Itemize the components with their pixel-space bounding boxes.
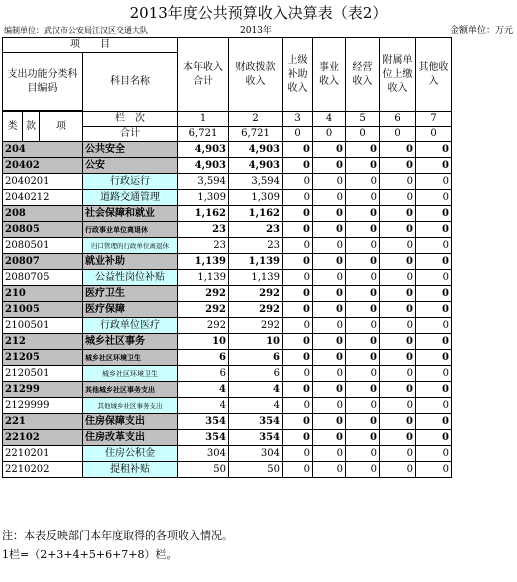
row-code: 2129999 [3,398,83,414]
table-row [3,286,452,302]
table-row [3,318,452,334]
row-value-col-5: 0 [346,414,380,430]
row-value-col-5: 0 [346,222,380,238]
row-value-col-6: 0 [380,190,416,206]
table-row [3,414,452,430]
row-value-col-4: 0 [313,222,346,238]
row-value-col-3: 0 [283,366,313,382]
row-value-col-5: 0 [346,174,380,190]
row-subject-name: 道路交通管理 [83,190,178,206]
report-title: 2013年度公共预算收入决算表（表2） [129,4,388,22]
header-col-4: 事业收入 [313,38,346,112]
row-value-col-7: 0 [416,174,452,190]
row-value-col-1: 4 [178,382,229,398]
row-subject-name: 行政事业单位离退休 [83,222,178,238]
row-value-col-4: 0 [313,206,346,222]
row-value-col-7: 0 [416,238,452,254]
row-code: 21205 [3,350,83,366]
row-value-col-6: 0 [380,414,416,430]
report-year: 2013年 [240,26,272,36]
row-value-col-4: 0 [313,382,346,398]
row-value-col-6: 0 [380,366,416,382]
row-value-col-1: 4,903 [178,142,229,158]
row-value-col-2: 10 [229,334,283,350]
row-value-col-4: 0 [313,462,346,478]
row-value-col-2: 1,309 [229,190,283,206]
row-subject-name: 公益性岗位补贴 [83,270,178,286]
row-code: 2080501 [3,238,83,254]
header-xiang: 项 [40,112,83,142]
row-value-col-2: 1,162 [229,206,283,222]
row-value-col-7: 0 [416,206,452,222]
row-subject-name: 其他城乡社区事务支出 [83,382,178,398]
row-value-col-2: 50 [229,462,283,478]
table-row [3,254,452,270]
total-cell: 0 [380,127,416,142]
row-value-col-2: 6 [229,366,283,382]
row-code: 212 [3,334,83,350]
row-value-col-5: 0 [346,318,380,334]
row-value-col-4: 0 [313,302,346,318]
row-subject-name: 就业补助 [83,254,178,270]
table-row [3,366,452,382]
row-value-col-1: 1,139 [178,270,229,286]
row-value-col-7: 0 [416,142,452,158]
row-value-col-2: 23 [229,238,283,254]
row-value-col-3: 0 [283,350,313,366]
row-subject-name: 城乡社区环境卫生 [83,350,178,366]
row-code: 2210202 [3,462,83,478]
row-value-col-2: 354 [229,430,283,446]
row-value-col-3: 0 [283,398,313,414]
row-value-col-5: 0 [346,270,380,286]
row-value-col-4: 0 [313,414,346,430]
row-value-col-1: 354 [178,414,229,430]
col-num-6: 6 [380,112,416,127]
row-value-col-4: 0 [313,334,346,350]
row-value-col-1: 4,903 [178,158,229,174]
row-value-col-4: 0 [313,254,346,270]
table-row [3,190,452,206]
header-col-1: 本年收入合计 [178,38,229,112]
row-value-col-1: 23 [178,222,229,238]
row-value-col-3: 0 [283,158,313,174]
row-code: 2210201 [3,446,83,462]
note-line-1: 注：本表反映部门本年度取得的各项收入情况。 [2,529,233,542]
row-code: 2040201 [3,174,83,190]
row-value-col-5: 0 [346,398,380,414]
header-col-6: 附属单位上缴收入 [380,38,416,112]
row-value-col-4: 0 [313,174,346,190]
col-num-7: 7 [416,112,452,127]
row-value-col-7: 0 [416,270,452,286]
row-value-col-5: 0 [346,158,380,174]
row-value-col-3: 0 [283,270,313,286]
table-row [3,174,452,190]
row-value-col-6: 0 [380,334,416,350]
row-value-col-5: 0 [346,206,380,222]
row-value-col-3: 0 [283,222,313,238]
row-value-col-6: 0 [380,142,416,158]
row-value-col-5: 0 [346,446,380,462]
row-value-col-4: 0 [313,238,346,254]
row-value-col-3: 0 [283,190,313,206]
row-subject-name: 医疗卫生 [83,286,178,302]
row-subject-name: 住房公积金 [83,446,178,462]
row-value-col-2: 4,903 [229,142,283,158]
col-num-2: 2 [229,112,283,127]
table-row [3,446,452,462]
row-value-col-6: 0 [380,398,416,414]
notes [2,526,233,564]
row-value-col-6: 0 [380,174,416,190]
table-row [3,430,452,446]
row-code: 208 [3,206,83,222]
row-value-col-7: 0 [416,446,452,462]
header-project: 项 目 [3,38,178,53]
row-value-col-7: 0 [416,350,452,366]
table-row [3,222,452,238]
row-value-col-5: 0 [346,286,380,302]
row-value-col-2: 292 [229,286,283,302]
col-num-5: 5 [346,112,380,127]
row-code: 210 [3,286,83,302]
total-label: 合计 [83,127,178,142]
row-value-col-5: 0 [346,382,380,398]
row-value-col-6: 0 [380,286,416,302]
row-value-col-4: 0 [313,286,346,302]
row-subject-name: 公共安全 [83,142,178,158]
col-num-1: 1 [178,112,229,127]
row-value-col-2: 4 [229,382,283,398]
row-value-col-1: 1,309 [178,190,229,206]
header-subject-name: 科目名称 [83,53,178,112]
row-value-col-1: 1,162 [178,206,229,222]
row-value-col-4: 0 [313,142,346,158]
row-code: 221 [3,414,83,430]
data-rows [3,142,452,478]
col-num-3: 3 [283,112,313,127]
header-col-2: 财政拨款收入 [229,38,283,112]
row-subject-name: 公安 [83,158,178,174]
row-code: 20805 [3,222,83,238]
row-value-col-7: 0 [416,302,452,318]
row-value-col-1: 6 [178,366,229,382]
row-value-col-1: 304 [178,446,229,462]
col-num-4: 4 [313,112,346,127]
row-value-col-5: 0 [346,238,380,254]
row-subject-name: 归口管理的行政单位离退休 [83,238,178,254]
row-value-col-7: 0 [416,318,452,334]
row-value-col-1: 292 [178,302,229,318]
row-subject-name: 住房保障支出 [83,414,178,430]
table-row [3,462,452,478]
row-value-col-4: 0 [313,158,346,174]
row-value-col-4: 0 [313,190,346,206]
row-value-col-4: 0 [313,446,346,462]
row-value-col-7: 0 [416,462,452,478]
total-cell: 0 [283,127,313,142]
row-value-col-2: 6 [229,350,283,366]
header-func-code: 支出功能分类科目编码 [3,53,83,111]
table-row [3,302,452,318]
row-value-col-1: 354 [178,430,229,446]
row-value-col-5: 0 [346,142,380,158]
row-value-col-6: 0 [380,254,416,270]
total-cell: 0 [346,127,380,142]
note-line-2: 1栏=（2+3+4+5+6+7+8）栏。 [2,548,178,561]
row-value-col-1: 50 [178,462,229,478]
row-value-col-1: 292 [178,286,229,302]
table-row [3,398,452,414]
preparing-unit: 编制单位：武汉市公安局江汉区交通大队 [4,26,148,35]
row-value-col-3: 0 [283,446,313,462]
row-value-col-1: 6 [178,350,229,366]
row-value-col-2: 292 [229,302,283,318]
row-value-col-1: 23 [178,238,229,254]
row-code: 22102 [3,430,83,446]
row-value-col-6: 0 [380,382,416,398]
table-row [3,334,452,350]
row-value-col-6: 0 [380,302,416,318]
header-col-7: 其他收入 [416,38,452,112]
row-value-col-5: 0 [346,334,380,350]
header-col-3: 上级补助收入 [283,38,313,112]
header-col-5: 经营收入 [346,38,380,112]
row-value-col-5: 0 [346,462,380,478]
row-code: 20807 [3,254,83,270]
row-value-col-3: 0 [283,286,313,302]
header-kuan: 款 [23,112,40,142]
table-row [3,270,452,286]
row-value-col-7: 0 [416,158,452,174]
row-value-col-7: 0 [416,382,452,398]
row-value-col-6: 0 [380,350,416,366]
header-lei: 类 [3,112,23,142]
row-value-col-6: 0 [380,270,416,286]
row-value-col-5: 0 [346,302,380,318]
row-value-col-5: 0 [346,350,380,366]
row-subject-name: 住房改革支出 [83,430,178,446]
row-value-col-3: 0 [283,462,313,478]
row-subject-name: 行政运行 [83,174,178,190]
total-cell: 6,721 [178,127,229,142]
row-subject-name: 社会保障和就业 [83,206,178,222]
row-value-col-7: 0 [416,222,452,238]
row-value-col-3: 0 [283,254,313,270]
row-value-col-7: 0 [416,286,452,302]
row-code: 2040212 [3,190,83,206]
row-value-col-4: 0 [313,398,346,414]
row-value-col-2: 354 [229,414,283,430]
row-value-col-6: 0 [380,462,416,478]
row-subject-name: 城乡社区事务 [83,334,178,350]
total-cell: 6,721 [229,127,283,142]
row-value-col-1: 10 [178,334,229,350]
row-value-col-1: 4 [178,398,229,414]
header-col-label: 栏 次 [83,112,178,127]
row-value-col-7: 0 [416,334,452,350]
revenue-table [2,37,452,478]
row-value-col-4: 0 [313,350,346,366]
row-value-col-3: 0 [283,382,313,398]
row-value-col-2: 3,594 [229,174,283,190]
row-value-col-7: 0 [416,414,452,430]
row-value-col-4: 0 [313,430,346,446]
row-value-col-2: 292 [229,318,283,334]
table-row [3,158,452,174]
row-value-col-5: 0 [346,366,380,382]
row-subject-name: 其他城乡社区事务支出 [83,398,178,414]
row-value-col-3: 0 [283,206,313,222]
row-value-col-6: 0 [380,222,416,238]
row-subject-name: 行政单位医疗 [83,318,178,334]
row-value-col-5: 0 [346,254,380,270]
row-value-col-2: 4,903 [229,158,283,174]
row-value-col-6: 0 [380,206,416,222]
row-value-col-3: 0 [283,302,313,318]
row-value-col-1: 292 [178,318,229,334]
row-value-col-3: 0 [283,238,313,254]
row-value-col-7: 0 [416,254,452,270]
row-value-col-7: 0 [416,366,452,382]
row-code: 2100501 [3,318,83,334]
row-code: 21299 [3,382,83,398]
table-row [3,382,452,398]
total-cell: 0 [416,127,452,142]
row-value-col-5: 0 [346,430,380,446]
row-value-col-2: 4 [229,398,283,414]
table-row [3,350,452,366]
row-value-col-4: 0 [313,270,346,286]
row-value-col-2: 1,139 [229,270,283,286]
row-value-col-1: 1,139 [178,254,229,270]
amount-unit: 金额单位：万元 [449,26,513,36]
row-code: 20402 [3,158,83,174]
row-code: 2080705 [3,270,83,286]
meta-row [2,25,515,37]
row-value-col-1: 3,594 [178,174,229,190]
row-value-col-4: 0 [313,366,346,382]
row-value-col-7: 0 [416,190,452,206]
row-value-col-6: 0 [380,446,416,462]
row-value-col-7: 0 [416,430,452,446]
row-value-col-7: 0 [416,398,452,414]
row-value-col-5: 0 [346,190,380,206]
row-value-col-6: 0 [380,158,416,174]
row-value-col-6: 0 [380,238,416,254]
row-subject-name: 医疗保障 [83,302,178,318]
row-value-col-3: 0 [283,430,313,446]
row-value-col-4: 0 [313,318,346,334]
row-value-col-2: 1,139 [229,254,283,270]
row-subject-name: 城乡社区环境卫生 [83,366,178,382]
row-value-col-2: 304 [229,446,283,462]
row-code: 21005 [3,302,83,318]
row-value-col-3: 0 [283,414,313,430]
row-value-col-3: 0 [283,318,313,334]
row-value-col-6: 0 [380,318,416,334]
table-row [3,238,452,254]
row-value-col-3: 0 [283,334,313,350]
row-value-col-2: 23 [229,222,283,238]
row-value-col-3: 0 [283,174,313,190]
total-cell: 0 [313,127,346,142]
row-code: 204 [3,142,83,158]
row-value-col-3: 0 [283,142,313,158]
table-row [3,206,452,222]
row-value-col-6: 0 [380,430,416,446]
table-row [3,142,452,158]
row-code: 2120501 [3,366,83,382]
row-subject-name: 提租补贴 [83,462,178,478]
